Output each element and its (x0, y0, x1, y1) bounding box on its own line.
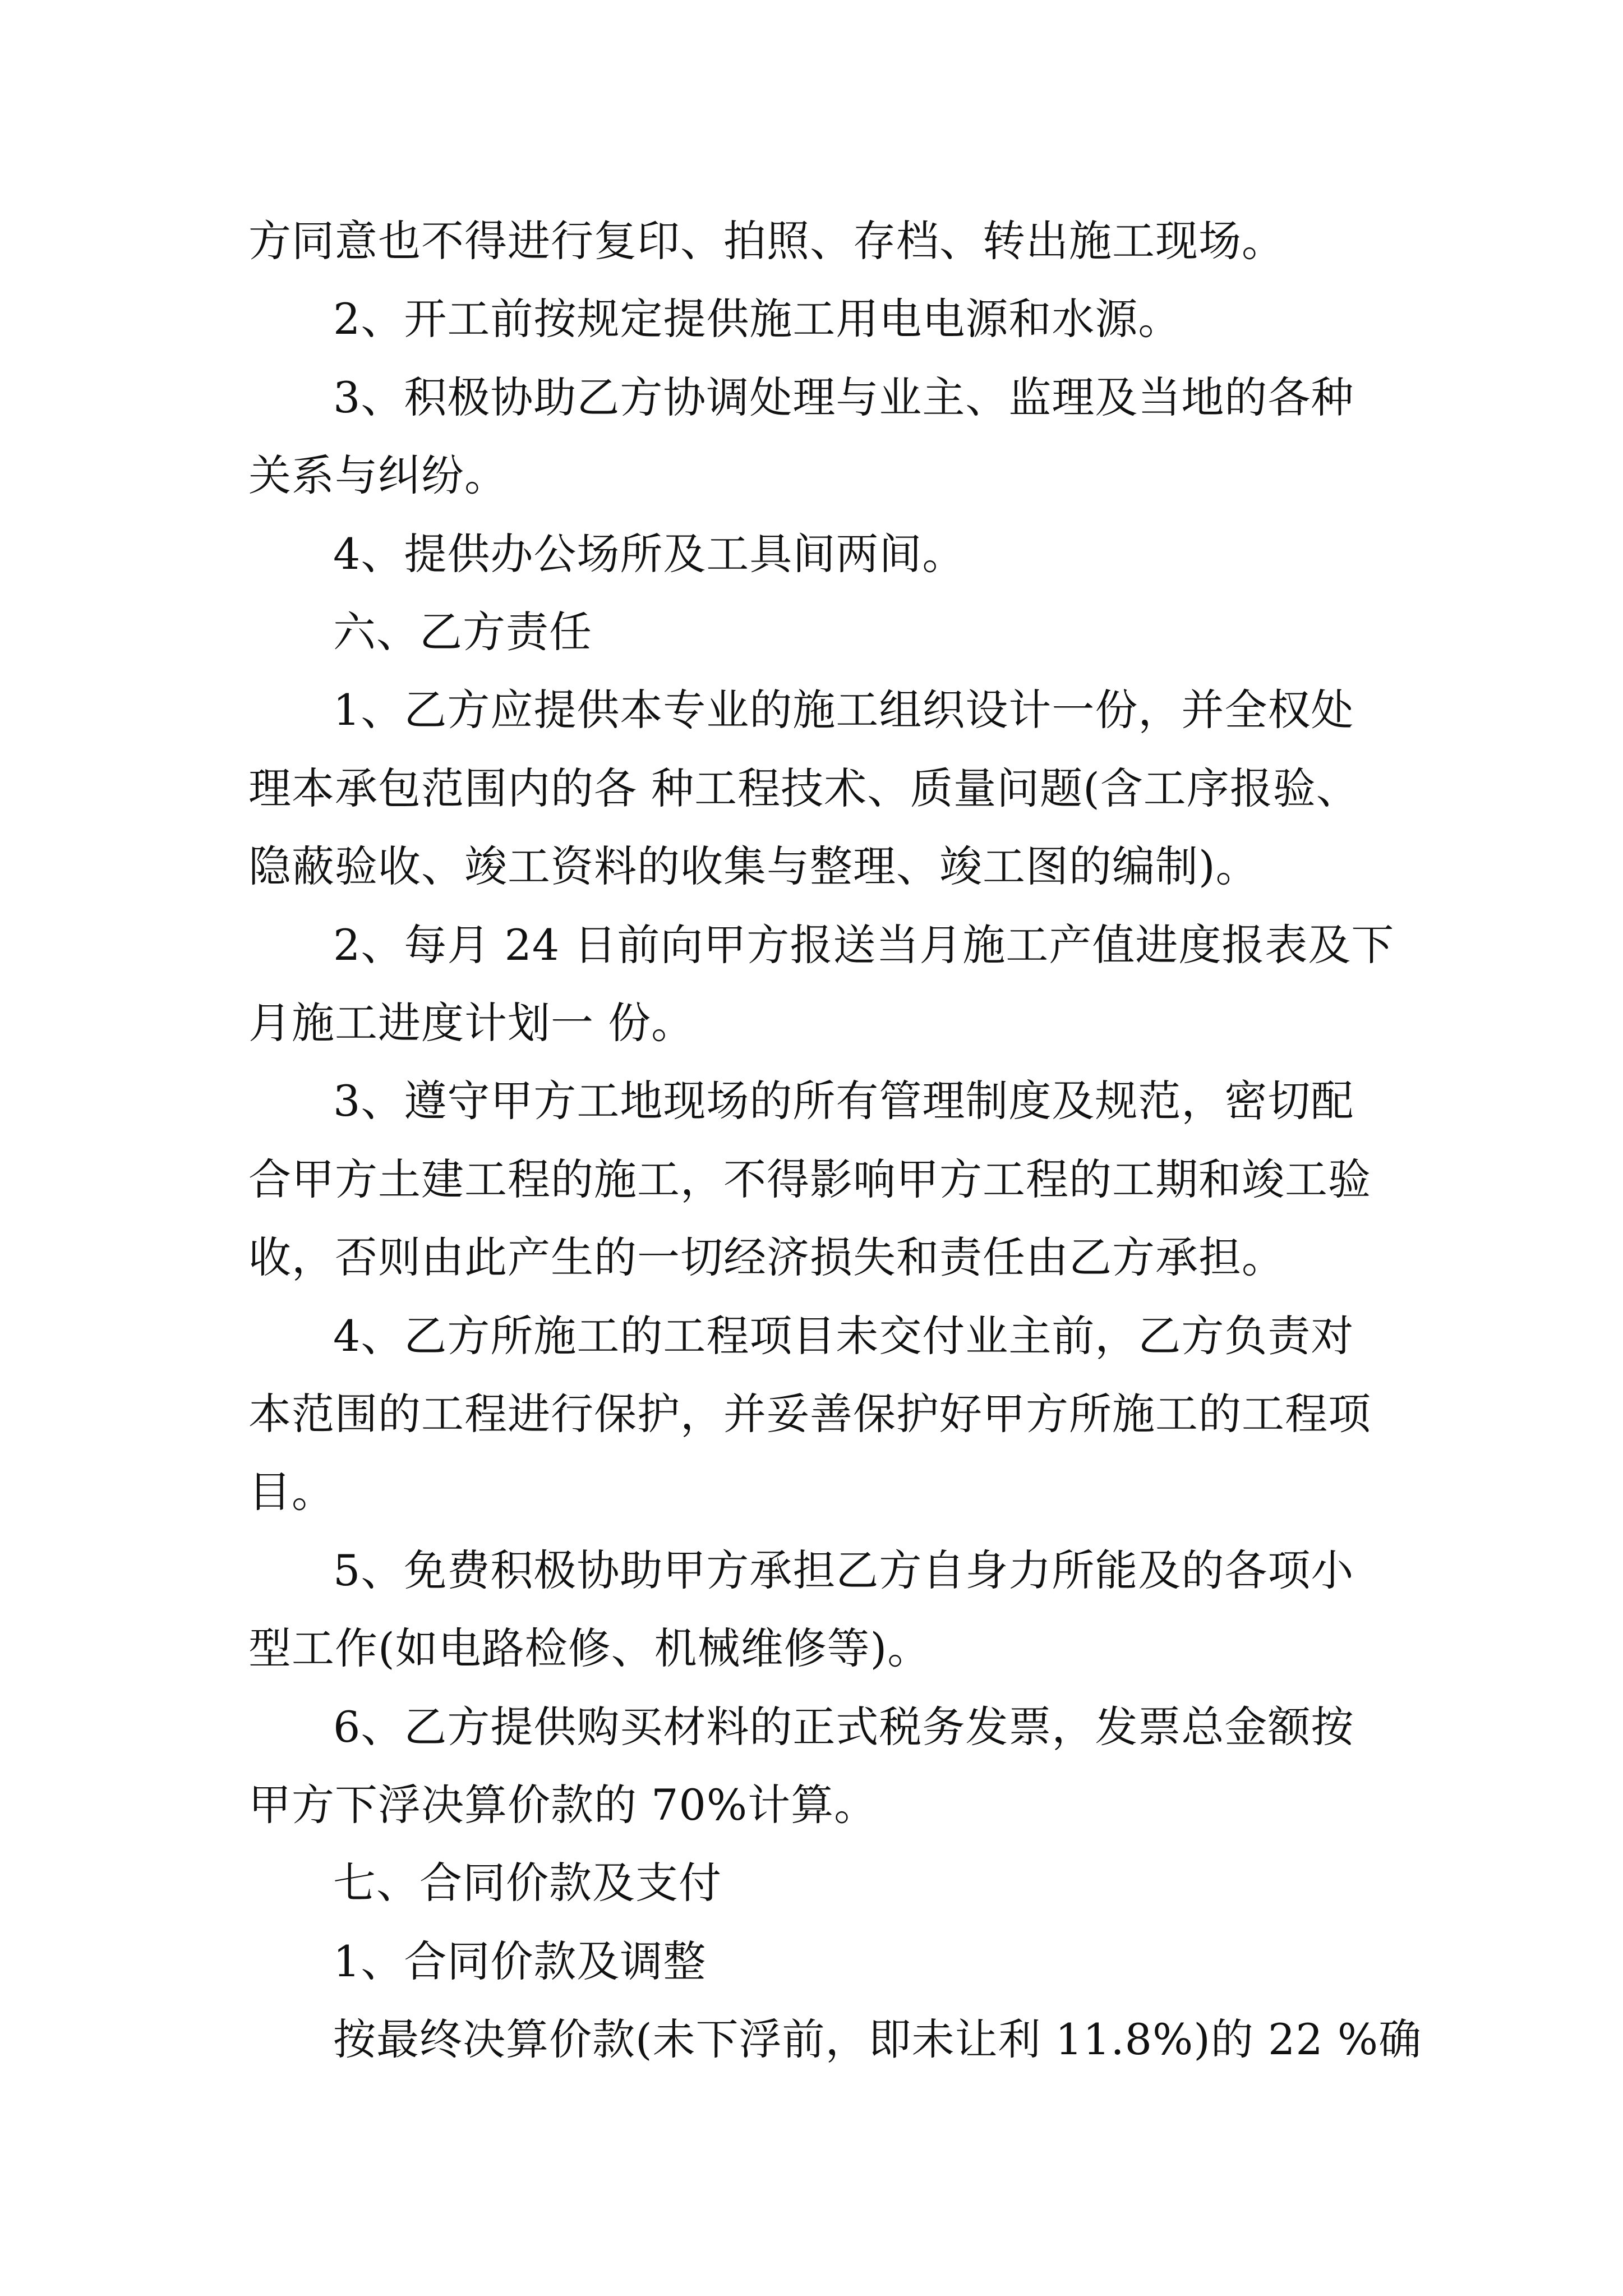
text-line-19: 型工作(如电路检修、机械维修等)。 (248, 1623, 931, 1673)
text-line-9: 隐蔽验收、竣工资料的收集与整理、竣工图的编制)。 (248, 841, 1259, 891)
text-line-11: 月施工进度计划一 份。 (248, 998, 695, 1048)
text-line-5: 4、提供办公场所及工具间两间。 (333, 529, 966, 579)
text-line-1: 方同意也不得进行复印、拍照、存档、转出施工现场。 (248, 216, 1285, 266)
text-line-12: 3、遵守甲方工地现场的所有管理制度及规范，密切配 (333, 1076, 1354, 1126)
text-line-3: 3、积极协助乙方协调处理与业主、监理及当地的各种 (333, 372, 1354, 422)
text-line-15: 4、乙方所施工的工程项目未交付业主前，乙方负责对 (333, 1311, 1354, 1361)
text-line-23: 1、合同价款及调整 (333, 1936, 707, 1986)
text-line-14: 收，否则由此产生的一切经济损失和责任由乙方承担。 (248, 1232, 1285, 1282)
text-line-21: 甲方下浮决算价款的 70%计算。 (248, 1780, 878, 1830)
section-heading-6: 六、乙方责任 (333, 607, 592, 657)
text-line-2: 2、开工前按规定提供施工用电电源和水源。 (333, 294, 1182, 344)
text-line-8: 理本承包范围内的各 种工程技术、质量问题(含工序报验、 (248, 763, 1359, 813)
text-line-18: 5、免费积极协助甲方承担乙方自身力所能及的各项小 (333, 1545, 1354, 1595)
section-heading-7: 七、合同价款及支付 (333, 1858, 722, 1908)
text-line-13: 合甲方土建工程的施工，不得影响甲方工程的工期和竣工验 (248, 1154, 1371, 1204)
text-line-20: 6、乙方提供购买材料的正式税务发票，发票总金额按 (333, 1702, 1354, 1752)
text-line-17: 目。 (248, 1467, 335, 1517)
text-line-7: 1、乙方应提供本专业的施工组织设计一份，并全权处 (333, 685, 1354, 735)
text-line-16: 本范围的工程进行保护，并妥善保护好甲方所施工的工程项 (248, 1389, 1371, 1439)
text-line-24: 按最终决算价款(未下浮前，即未让利 11.8%)的 22 %确 (333, 2014, 1422, 2064)
text-line-4: 关系与纠纷。 (248, 450, 508, 500)
text-line-10: 2、每月 24 日前向甲方报送当月施工产值进度报表及下 (333, 920, 1395, 970)
